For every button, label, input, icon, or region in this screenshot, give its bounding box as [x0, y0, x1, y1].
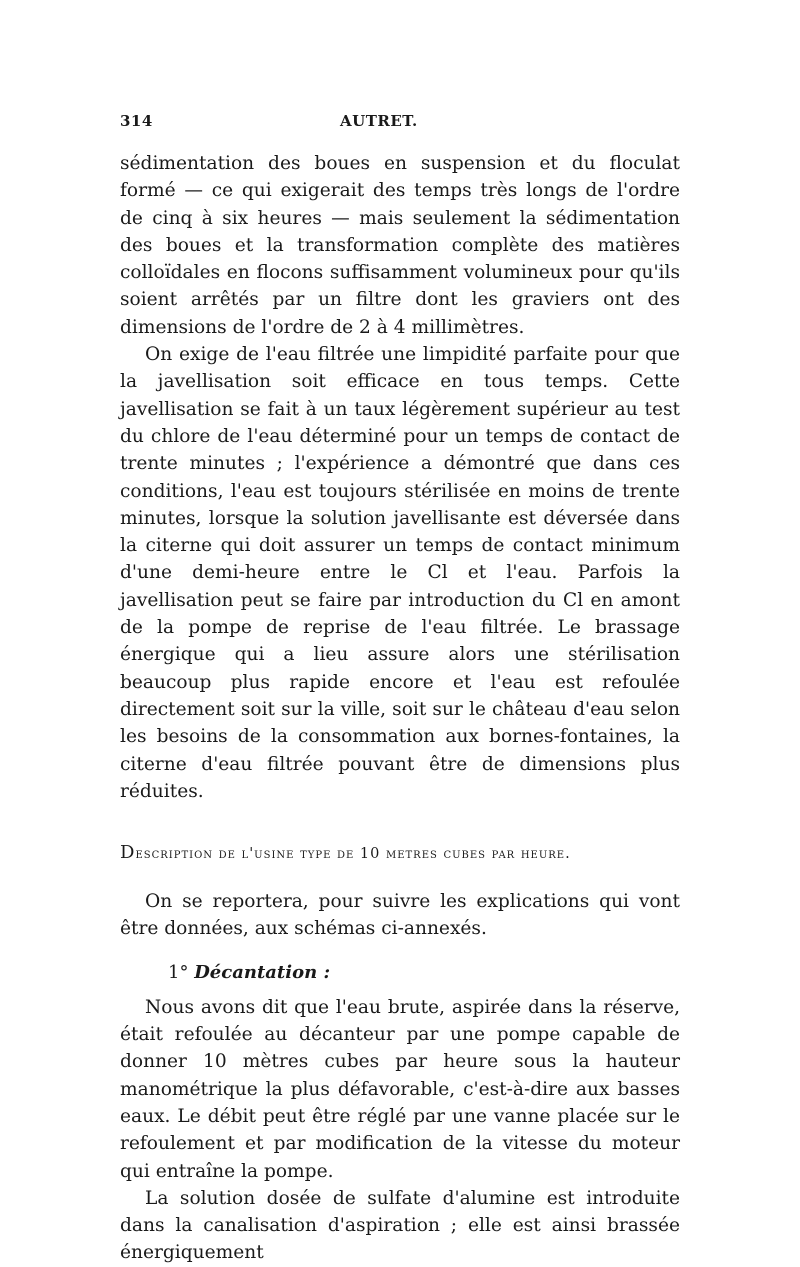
paragraph-javellisation: On exige de l'eau filtrée une limpidité parfaite pour que la javellisation soit efficace en tous temps. Cette javellisation se fait à un taux légèrement supérieur au test du chlore de l'eau déterminé pour un temps de contact de trente minutes ; l'expérience a démontré que dans ces conditions, l'eau est toujours stérilisée en moins de trente minutes, lorsque la solution javellisante est déversée dans la citerne qui doit assurer un temps de contact minimum d'une demi-heure entre le Cl et l'eau. Parfois la javellisation peut se faire par introduction du Cl en amont de la pompe de reprise de l'eau filtrée. Le brassage énergique qui a lieu assure alors une stérilisation beaucoup plus rapide encore et l'eau est refoulée directement soit sur la ville, soit sur le château d'eau selon les besoins de la consommation aux bornes-fontaines, la citerne d'eau filtrée pouvant être de dimensions plus réduites. [120, 344, 680, 802]
paragraph-sedimentation: sédimentation des boues en suspension et du floculat formé — ce qui exigerait des temps très longs de l'ordre de cinq à six heures — mais seulement la sédimentation des boues et la transformation complète des matières colloïdales en flocons suffisamment volumineux pour qu'ils soient arrêtés par un filtre dont les graviers ont des dimensions de l'ordre de 2 à 4 millimètres. [120, 153, 680, 338]
subheading-title: Décantation : [194, 961, 331, 983]
running-head [120, 112, 680, 150]
subheading-number: 1° [168, 961, 189, 983]
paragraph-intro: On se reportera, pour suivre les explications qui vont être données, aux schémas ci-annexés. [120, 891, 680, 940]
page-number: 314 [120, 112, 153, 130]
paragraph-eau-brute: Nous avons dit que l'eau brute, aspirée dans la réserve, était refoulée au décanteur par une pompe capable de donner 10 mètres cubes par heure sous la hauteur manométrique la plus défavorable, c'est-à-dire aux basses eaux. Le débit peut être réglé par une vanne placée sur le refoulement et par modification de la vitesse du moteur qui entraîne la pompe. [120, 996, 680, 1182]
section-heading [120, 843, 680, 864]
paragraph-sulfate: La solution dosée de sulfate d'alumine est introduite dans la canalisation d'aspiration ; elle est ainsi brassée énergiquement [120, 1187, 680, 1264]
running-title: AUTRET. [340, 112, 418, 130]
book-page [120, 112, 680, 1267]
subheading [168, 959, 680, 986]
section-heading-text: escription de l'usine type de 10 metres cubes par heure. [135, 846, 571, 863]
section-heading-initial: D [120, 842, 136, 864]
